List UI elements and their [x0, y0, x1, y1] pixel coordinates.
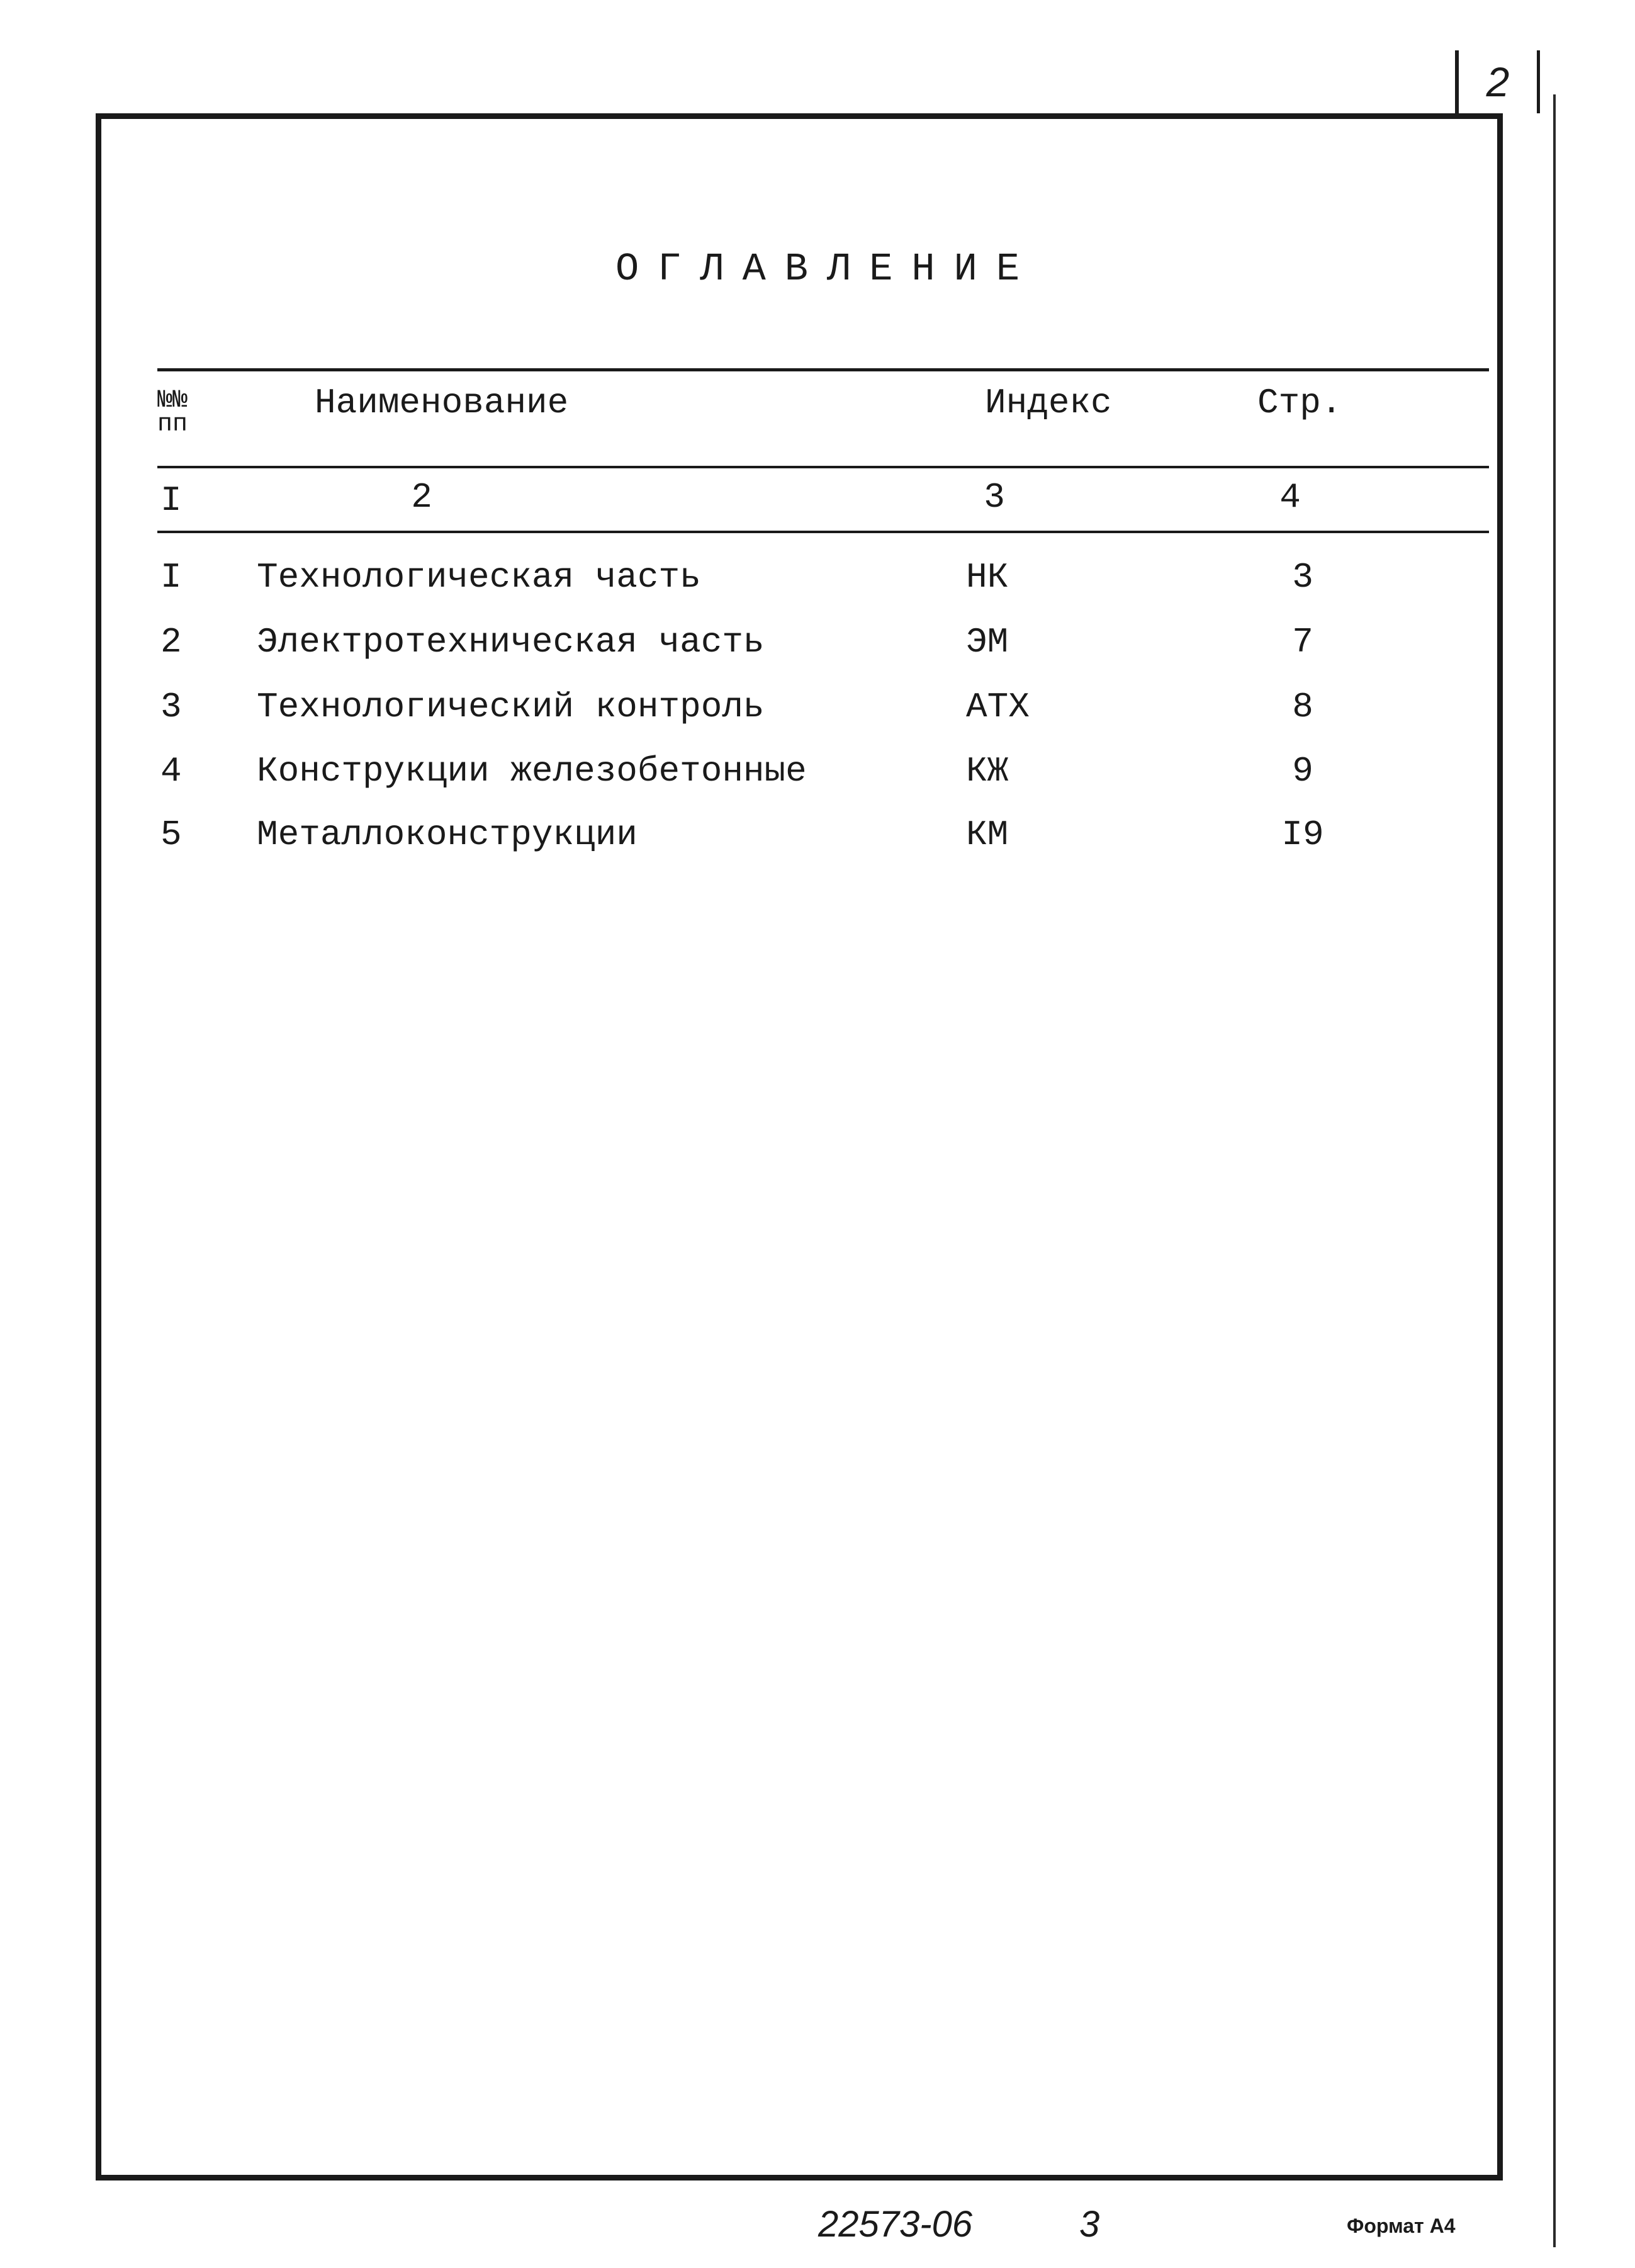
header-name: Наименование	[315, 383, 569, 423]
row-page: 3	[1292, 557, 1313, 597]
column-number: 3	[984, 477, 1005, 517]
footer-sheet-number: 3	[1079, 2204, 1100, 2245]
row-index: ЭМ	[966, 622, 1009, 662]
sheet-number: 2	[1455, 50, 1540, 113]
column-number-divider	[157, 531, 1489, 533]
page-title: ОГЛАВЛЕНИЕ	[615, 247, 1039, 291]
row-page: 8	[1292, 687, 1313, 727]
header-page: Стр.	[1257, 383, 1342, 423]
row-index: КЖ	[966, 751, 1009, 791]
row-name: Металлоконструкции	[257, 815, 638, 855]
header-number: №№ пп	[157, 386, 188, 439]
row-page: I9	[1281, 815, 1324, 855]
header-index: Индекс	[985, 383, 1112, 423]
column-number: 2	[411, 477, 432, 517]
row-number: 3	[160, 687, 182, 727]
row-name: Технологический контроль	[257, 687, 765, 727]
column-number: 4	[1279, 477, 1301, 517]
format-label: Формат А4	[1347, 2214, 1456, 2237]
row-index: АТХ	[966, 687, 1030, 727]
row-number: 2	[160, 622, 182, 662]
column-number: I	[160, 480, 182, 521]
row-name: Электротехническая часть	[257, 622, 765, 662]
header-divider	[157, 466, 1489, 468]
table-top-rule	[157, 368, 1489, 371]
row-number: 5	[160, 815, 182, 855]
row-number: 4	[160, 751, 182, 791]
binding-line	[1553, 94, 1556, 2247]
row-name: Технологическая часть	[257, 557, 701, 597]
row-index: КМ	[966, 815, 1009, 855]
row-page: 9	[1292, 751, 1313, 791]
row-page: 7	[1292, 622, 1313, 662]
document-code: 22573-06	[818, 2204, 973, 2245]
row-index: НК	[966, 557, 1009, 597]
sheet-frame	[96, 113, 1503, 2181]
row-number: I	[160, 557, 182, 597]
row-name: Конструкции железобетонные	[257, 751, 807, 791]
